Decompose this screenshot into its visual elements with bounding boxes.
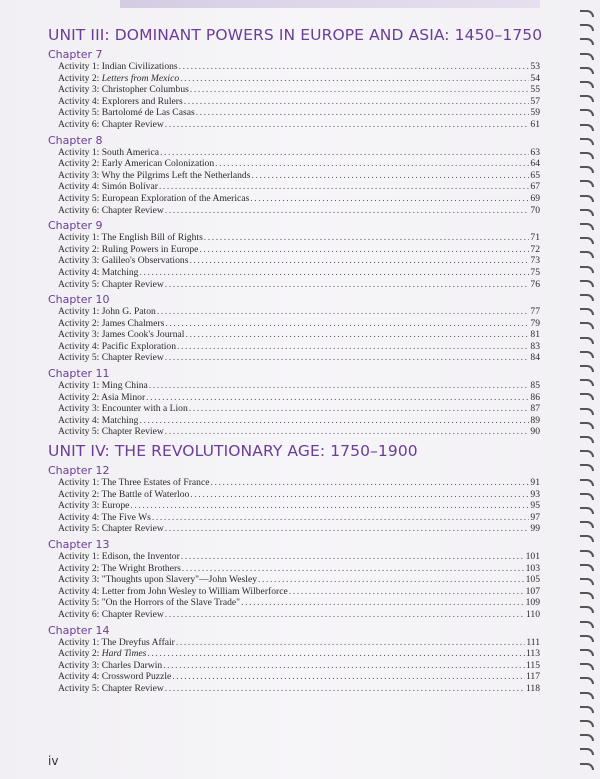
toc-entry <box>58 96 540 108</box>
dot-leader <box>250 193 529 205</box>
toc-entry <box>58 244 540 256</box>
entry-title: Activity 5: Chapter Review <box>58 523 164 535</box>
dot-leader <box>179 61 530 73</box>
toc-entry <box>58 671 540 683</box>
toc-entry <box>58 586 540 598</box>
spiral-coil <box>580 649 594 656</box>
entry-title <box>58 73 179 85</box>
dot-leader <box>165 205 530 217</box>
entry-title: Activity 1: The English Bill of Rights <box>58 232 203 244</box>
toc-entry <box>58 119 540 131</box>
entry-title: Activity 5: Bartolomé de Las Casas <box>58 107 195 119</box>
toc-entry <box>58 477 540 489</box>
toc-entry <box>58 660 540 672</box>
toc-entry <box>58 267 540 279</box>
spiral-coil <box>580 464 594 471</box>
entry-page-number: 81 <box>530 329 540 341</box>
entry-title: Activity 2: Early American Colonization <box>58 158 215 170</box>
unit-heading: UNIT III: DOMINANT POWERS IN EUROPE AND ASIA: 1450–1750 <box>48 26 543 44</box>
unit-heading: UNIT IV: THE REVOLUTIONARY AGE: 1750–1900 <box>48 442 418 461</box>
toc-entry <box>58 205 540 217</box>
spiral-coil <box>580 53 594 60</box>
spiral-coil <box>580 294 594 301</box>
spiral-coil <box>580 479 594 486</box>
spiral-coil <box>580 337 594 344</box>
spiral-coil <box>580 237 594 244</box>
toc-entry <box>58 489 540 501</box>
chapter-heading: Chapter 8 <box>48 133 103 147</box>
entry-title: Activity 4: Matching <box>58 414 139 426</box>
toc-entry <box>58 193 540 205</box>
toc-entry <box>58 232 540 244</box>
chapter-heading: Chapter 12 <box>48 464 110 478</box>
chapter-heading: Chapter 11 <box>48 367 110 381</box>
dot-leader <box>157 306 530 318</box>
spiral-coil <box>580 38 594 45</box>
entry-page-number: 99 <box>530 523 540 535</box>
activity-list <box>58 306 540 364</box>
toc-entry <box>58 415 540 427</box>
dot-leader <box>165 318 529 330</box>
dot-leader <box>180 73 529 85</box>
entry-title: Activity 3: Galileo's Observations <box>58 255 189 267</box>
entry-title: Activity 1: South America <box>58 146 159 158</box>
entry-title: Activity 1: John G. Paton <box>58 306 156 318</box>
spiral-coil <box>580 195 594 202</box>
entry-page-number: 73 <box>530 255 540 267</box>
toc-entry <box>58 512 540 524</box>
entry-page-number: 89 <box>530 414 540 426</box>
spiral-coil <box>580 763 594 770</box>
entry-title: Activity 3: "Thoughts upon Slavery"—John Wesley <box>58 574 258 586</box>
spiral-coil <box>580 692 594 699</box>
toc-entry <box>58 329 540 341</box>
dot-leader <box>165 352 530 364</box>
toc-entry <box>58 563 540 575</box>
entry-page-number: 77 <box>530 306 540 318</box>
entry-title: Activity 5: "On the Horrors of the Slave Trade" <box>58 597 241 609</box>
dot-leader <box>160 147 529 159</box>
toc-entry <box>58 352 540 364</box>
entry-title: Activity 1: Ming China <box>58 380 148 392</box>
spiral-coil <box>580 663 594 670</box>
chapter-heading: Chapter 9 <box>48 219 103 233</box>
dot-leader <box>177 341 529 353</box>
entry-title: Activity 2: The Wright Brothers <box>58 562 181 574</box>
dot-leader <box>149 380 530 392</box>
entry-title: Activity 4: Matching <box>58 266 139 278</box>
entry-title: Activity 5: Chapter Review <box>58 682 164 694</box>
toc-entry <box>58 255 540 267</box>
entry-page-number: 61 <box>530 118 540 130</box>
dot-leader <box>176 637 525 649</box>
dot-leader <box>241 597 525 609</box>
dot-leader <box>163 660 525 672</box>
toc-entry <box>58 523 540 535</box>
dot-leader <box>165 683 525 695</box>
spiral-coil <box>580 180 594 187</box>
spiral-coil <box>580 81 594 88</box>
entry-page-number: 75 <box>530 266 540 278</box>
spiral-coil <box>580 379 594 386</box>
dot-leader <box>184 96 530 108</box>
entry-title: Activity 2: Ruling Powers in Europe <box>58 243 199 255</box>
dot-leader <box>189 255 529 267</box>
entry-page-number: 105 <box>525 574 540 586</box>
entry-title: Activity 5: Chapter Review <box>58 352 164 364</box>
dot-leader <box>199 244 529 256</box>
dot-leader <box>182 563 525 575</box>
toc-entry <box>58 403 540 415</box>
entry-page-number: 64 <box>530 158 540 170</box>
activity-list <box>58 380 540 438</box>
spiral-coil <box>580 10 594 17</box>
entry-page-number: 109 <box>525 597 540 609</box>
activity-list <box>58 551 540 621</box>
spiral-coil <box>580 251 594 258</box>
activity-list <box>58 477 540 535</box>
table-of-contents <box>48 26 543 695</box>
dot-leader <box>147 648 525 660</box>
dot-leader <box>152 512 529 524</box>
entry-title: Activity 3: Charles Darwin <box>58 659 163 671</box>
spiral-coil <box>580 152 594 159</box>
entry-title: Activity 3: Encounter with a Lion <box>58 403 188 415</box>
toc-entry <box>58 84 540 96</box>
dot-leader <box>165 119 530 131</box>
entry-page-number: 71 <box>530 232 540 244</box>
spiral-coil <box>580 507 594 514</box>
spiral-coil <box>580 408 594 415</box>
toc-entry <box>58 597 540 609</box>
toc-entry <box>58 147 540 159</box>
entry-title: Activity 3: Why the Pilgrims Left the Netherlands <box>58 169 251 181</box>
spiral-coil <box>580 166 594 173</box>
spiral-coil <box>580 393 594 400</box>
spiral-coil <box>580 535 594 542</box>
dot-leader <box>251 170 529 182</box>
entry-page-number: 57 <box>530 95 540 107</box>
entry-page-number: 54 <box>530 72 540 84</box>
page-number-footer: iv <box>48 754 59 768</box>
entry-title: Activity 2: The Battle of Waterloo <box>58 488 190 500</box>
entry-title: Activity 4: Explorers and Rulers <box>58 95 183 107</box>
entry-page-number: 69 <box>530 192 540 204</box>
spiral-binding <box>572 0 600 779</box>
spiral-coil <box>580 450 594 457</box>
dot-leader <box>196 107 530 119</box>
entry-page-number: 90 <box>530 426 540 438</box>
spiral-coil <box>580 138 594 145</box>
toc-entry <box>58 574 540 586</box>
entry-page-number: 113 <box>525 648 540 660</box>
dot-leader <box>139 415 529 427</box>
spiral-coil <box>580 550 594 557</box>
entry-title: Activity 1: The Dreyfus Affair <box>58 636 175 648</box>
toc-entry <box>58 61 540 73</box>
dot-leader <box>190 489 529 501</box>
spiral-coil <box>580 677 594 684</box>
spiral-coil <box>580 720 594 727</box>
dot-leader <box>165 523 530 535</box>
spiral-coil <box>580 124 594 131</box>
entry-page-number: 117 <box>525 671 540 683</box>
entry-page-number: 107 <box>525 585 540 597</box>
toc-entry <box>58 306 540 318</box>
chapter-heading: Chapter 7 <box>48 48 103 61</box>
toc-entry <box>58 279 540 291</box>
entry-title-prefix: Activity 2: <box>58 648 102 660</box>
spiral-coil <box>580 24 594 31</box>
entry-page-number: 110 <box>525 608 540 620</box>
dot-leader <box>165 426 530 438</box>
entry-title-italic: Letters from Mexico <box>101 72 180 84</box>
activity-list <box>58 232 540 290</box>
dot-leader <box>159 181 529 193</box>
chapter-heading: Chapter 14 <box>48 623 110 637</box>
spiral-coil <box>580 223 594 230</box>
spiral-coil <box>580 748 594 755</box>
spiral-coil <box>580 564 594 571</box>
entry-title: Activity 6: Chapter Review <box>58 204 164 216</box>
entry-page-number: 97 <box>530 511 540 523</box>
entry-page-number: 65 <box>530 169 540 181</box>
dot-leader <box>181 551 525 563</box>
toc-entry <box>58 170 540 182</box>
dot-leader <box>211 477 530 489</box>
dot-leader <box>185 329 529 341</box>
spiral-coil <box>580 322 594 329</box>
entry-title: Activity 3: Europe <box>58 500 130 512</box>
spiral-coil <box>580 592 594 599</box>
dot-leader <box>146 392 529 404</box>
entry-page-number: 84 <box>530 352 540 364</box>
dot-leader <box>165 609 525 621</box>
toc-entry <box>58 637 540 649</box>
dot-leader <box>139 267 529 279</box>
entry-page-number: 101 <box>525 551 540 562</box>
toc-entry <box>58 648 540 660</box>
toc-entry <box>58 158 540 170</box>
dot-leader <box>258 574 525 586</box>
entry-page-number: 70 <box>530 204 540 216</box>
spiral-coil <box>580 606 594 613</box>
spiral-coil <box>580 578 594 585</box>
entry-title: Activity 4: The Five Ws <box>58 511 151 523</box>
entry-page-number: 111 <box>526 636 540 648</box>
spiral-coil <box>580 621 594 628</box>
spiral-coil <box>580 493 594 500</box>
entry-title: Activity 2: Asia Minor <box>58 391 146 403</box>
entry-page-number: 118 <box>525 682 540 694</box>
entry-page-number: 95 <box>530 500 540 512</box>
chapter-heading: Chapter 10 <box>48 293 110 307</box>
toc-entry <box>58 683 540 695</box>
spiral-coil <box>580 365 594 372</box>
spiral-coil <box>580 706 594 713</box>
entry-page-number: 85 <box>530 380 540 392</box>
spiral-coil <box>580 266 594 273</box>
entry-page-number: 91 <box>530 477 540 489</box>
entry-page-number: 103 <box>525 562 540 574</box>
spiral-coil <box>580 209 594 216</box>
entry-page-number: 72 <box>530 243 540 255</box>
entry-title-prefix: Activity 2: <box>58 72 102 84</box>
entry-title: Activity 4: Crossword Puzzle <box>58 671 172 683</box>
toc-entry <box>58 551 540 563</box>
entry-page-number: 63 <box>530 146 540 158</box>
entry-title: Activity 3: Christopher Columbus <box>58 84 189 96</box>
spiral-coil <box>580 635 594 642</box>
spiral-coil <box>580 436 594 443</box>
entry-page-number: 76 <box>530 278 540 290</box>
activity-list <box>58 637 540 695</box>
entry-page-number: 55 <box>530 84 540 96</box>
entry-title: Activity 5: European Exploration of the Americas <box>58 192 250 204</box>
toc-entry <box>58 392 540 404</box>
dot-leader <box>190 84 530 96</box>
spiral-coil <box>580 521 594 528</box>
entry-page-number: 86 <box>530 391 540 403</box>
dot-leader <box>215 158 529 170</box>
spiral-coil <box>580 734 594 741</box>
toc-entry <box>58 318 540 330</box>
toc-entry <box>58 341 540 353</box>
chapter-heading: Chapter 13 <box>48 538 110 551</box>
dot-leader <box>130 500 529 512</box>
entry-page-number: 67 <box>530 181 540 193</box>
entry-page-number: 115 <box>525 659 540 671</box>
toc-entry <box>58 107 540 119</box>
toc-entry <box>58 426 540 438</box>
entry-page-number: 83 <box>530 340 540 352</box>
dot-leader <box>172 671 525 683</box>
entry-page-number: 93 <box>530 488 540 500</box>
entry-title: Activity 2: James Chalmers <box>58 317 165 329</box>
entry-page-number: 59 <box>530 107 540 119</box>
entry-title: Activity 6: Chapter Review <box>58 118 164 130</box>
entry-title: Activity 1: Edison, the Inventor <box>58 551 180 562</box>
spiral-coil <box>580 280 594 287</box>
activity-list <box>58 147 540 217</box>
spiral-coil <box>580 109 594 116</box>
top-edge-band <box>120 0 540 8</box>
toc-entry <box>58 73 540 85</box>
entry-title <box>58 648 146 660</box>
entry-title: Activity 4: Letter from John Wesley to William Wilberforce <box>58 585 288 597</box>
entry-title: Activity 1: Indian Civilizations <box>58 61 178 72</box>
spiral-coil <box>580 351 594 358</box>
dot-leader <box>165 279 530 291</box>
dot-leader <box>289 586 525 598</box>
dot-leader <box>189 403 530 415</box>
entry-title: Activity 3: James Cook's Journal <box>58 329 185 341</box>
entry-title-italic: Hard Times <box>101 648 147 660</box>
spiral-coil <box>580 422 594 429</box>
entry-page-number: 53 <box>530 61 540 72</box>
entry-title: Activity 4: Pacific Exploration <box>58 340 177 352</box>
toc-entry <box>58 500 540 512</box>
dot-leader <box>204 232 530 244</box>
entry-page-number: 87 <box>530 403 540 415</box>
entry-title: Activity 5: Chapter Review <box>58 426 164 438</box>
entry-title: Activity 5: Chapter Review <box>58 278 164 290</box>
toc-entry <box>58 181 540 193</box>
activity-list <box>58 61 540 131</box>
entry-page-number: 79 <box>530 317 540 329</box>
toc-entry <box>58 380 540 392</box>
spiral-coil <box>580 308 594 315</box>
toc-entry <box>58 609 540 621</box>
entry-title: Activity 1: The Three Estates of France <box>58 477 210 489</box>
spiral-coil <box>580 95 594 102</box>
entry-title: Activity 4: Simón Bolívar <box>58 181 158 193</box>
entry-title: Activity 6: Chapter Review <box>58 608 164 620</box>
spiral-coil <box>580 67 594 74</box>
